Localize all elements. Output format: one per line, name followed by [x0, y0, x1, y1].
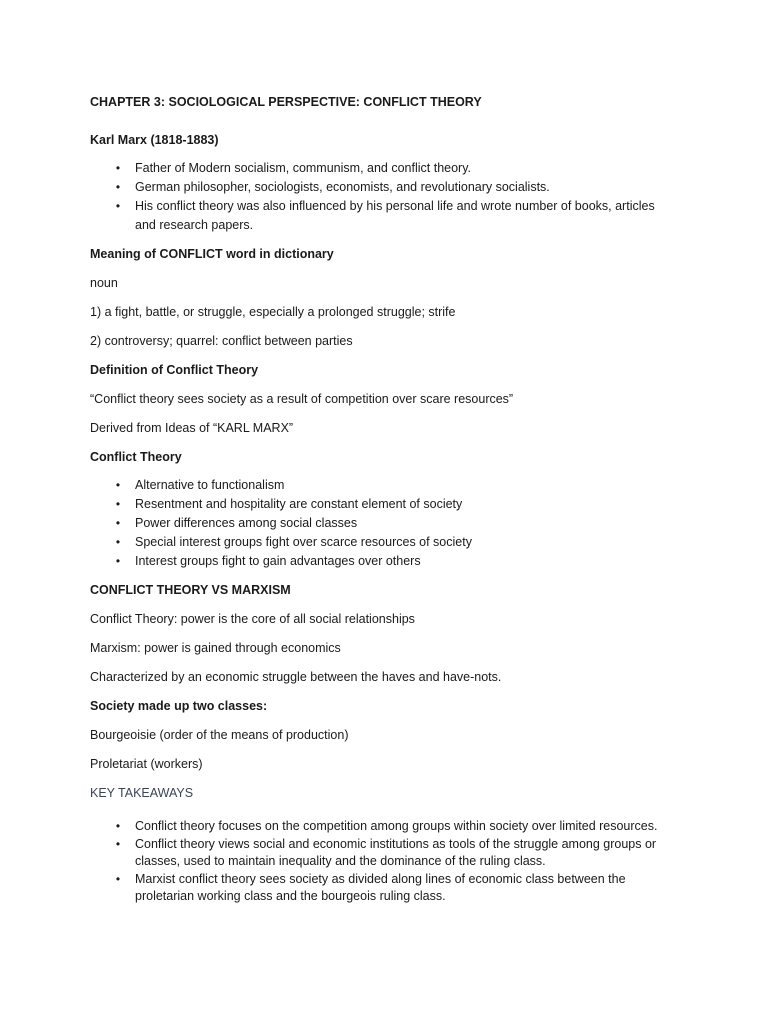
marxism-power-text: Marxism: power is gained through economics — [90, 641, 341, 655]
proletariat-text: Proletariat (workers) — [90, 757, 203, 771]
bullet-icon: • — [115, 497, 121, 511]
list-item-text: His conflict theory was also influenced by his personal life and wrote number of books, articles and research papers. — [135, 199, 655, 232]
bullet-icon: • — [115, 478, 121, 492]
list-item-text: Father of Modern socialism, communism, and conflict theory. — [135, 161, 472, 175]
bullet-icon: • — [115, 819, 121, 833]
bullet-icon: • — [115, 535, 121, 549]
list-item-text: Alternative to functionalism — [135, 478, 285, 492]
conflict-theory-bullet-list — [90, 476, 678, 571]
definition-heading: Definition of Conflict Theory — [90, 363, 259, 377]
meaning-definition-1: 1) a fight, battle, or struggle, especially a prolonged struggle; strife — [90, 305, 456, 319]
key-takeaways-bullet-list — [90, 818, 678, 906]
bullet-icon: • — [115, 199, 121, 213]
list-item-text: German philosopher, sociologists, economists, and revolutionary socialists. — [135, 180, 550, 194]
bullet-icon: • — [115, 180, 121, 194]
meaning-heading: Meaning of CONFLICT word in dictionary — [90, 247, 334, 261]
list-item-text: Special interest groups fight over scarce resources of society — [135, 535, 472, 549]
bullet-icon: • — [115, 161, 121, 175]
conflict-vs-marxism-heading: CONFLICT THEORY VS MARXISM — [90, 583, 291, 597]
list-item — [115, 818, 678, 836]
list-item — [115, 514, 678, 533]
list-item-text: Resentment and hospitality are constant element of society — [135, 497, 463, 511]
bullet-icon: • — [115, 836, 121, 851]
meaning-definition-2: 2) controversy; quarrel: conflict between parties — [90, 334, 353, 348]
bullet-icon: • — [115, 871, 121, 886]
list-item-text: Power differences among social classes — [135, 516, 358, 530]
list-item — [115, 871, 678, 906]
list-item — [115, 836, 678, 871]
conflict-theory-power-text: Conflict Theory: power is the core of all social relationships — [90, 612, 415, 626]
list-item — [115, 178, 678, 197]
bullet-icon: • — [115, 554, 121, 568]
meaning-part-of-speech: noun — [90, 276, 118, 290]
list-item — [115, 495, 678, 514]
bullet-icon: • — [115, 516, 121, 530]
derived-from-text: Derived from Ideas of “KARL MARX” — [90, 421, 294, 435]
two-classes-heading: Society made up two classes: — [90, 699, 268, 713]
list-item-text: Marxist conflict theory sees society as divided along lines of economic class between the proletarian working class and the bourgeois ruling class. — [135, 871, 626, 903]
list-item-text: Conflict theory focuses on the competition among groups within society over limited resources. — [135, 819, 658, 833]
list-item — [115, 552, 678, 571]
list-item-text: Conflict theory views social and economic institutions as tools of the struggle among groups or classes, used to maintain inequality and the dominance of the ruling class. — [135, 836, 657, 868]
conflict-theory-heading: Conflict Theory — [90, 450, 182, 464]
chapter-title: CHAPTER 3: SOCIOLOGICAL PERSPECTIVE: CONFLICT THEORY — [90, 95, 482, 109]
economic-struggle-text: Characterized by an economic struggle between the haves and have-nots. — [90, 670, 502, 684]
karl-marx-bullet-list — [90, 159, 678, 235]
list-item — [115, 159, 678, 178]
list-item — [115, 197, 678, 235]
definition-quote: “Conflict theory sees society as a result of competition over scare resources” — [90, 392, 514, 406]
karl-marx-heading: Karl Marx (1818-1883) — [90, 133, 219, 147]
list-item — [115, 533, 678, 552]
list-item-text: Interest groups fight to gain advantages over others — [135, 554, 421, 568]
bourgeoisie-text: Bourgeoisie (order of the means of production) — [90, 728, 349, 742]
list-item — [115, 476, 678, 495]
key-takeaways-heading: KEY TAKEAWAYS — [90, 786, 194, 800]
